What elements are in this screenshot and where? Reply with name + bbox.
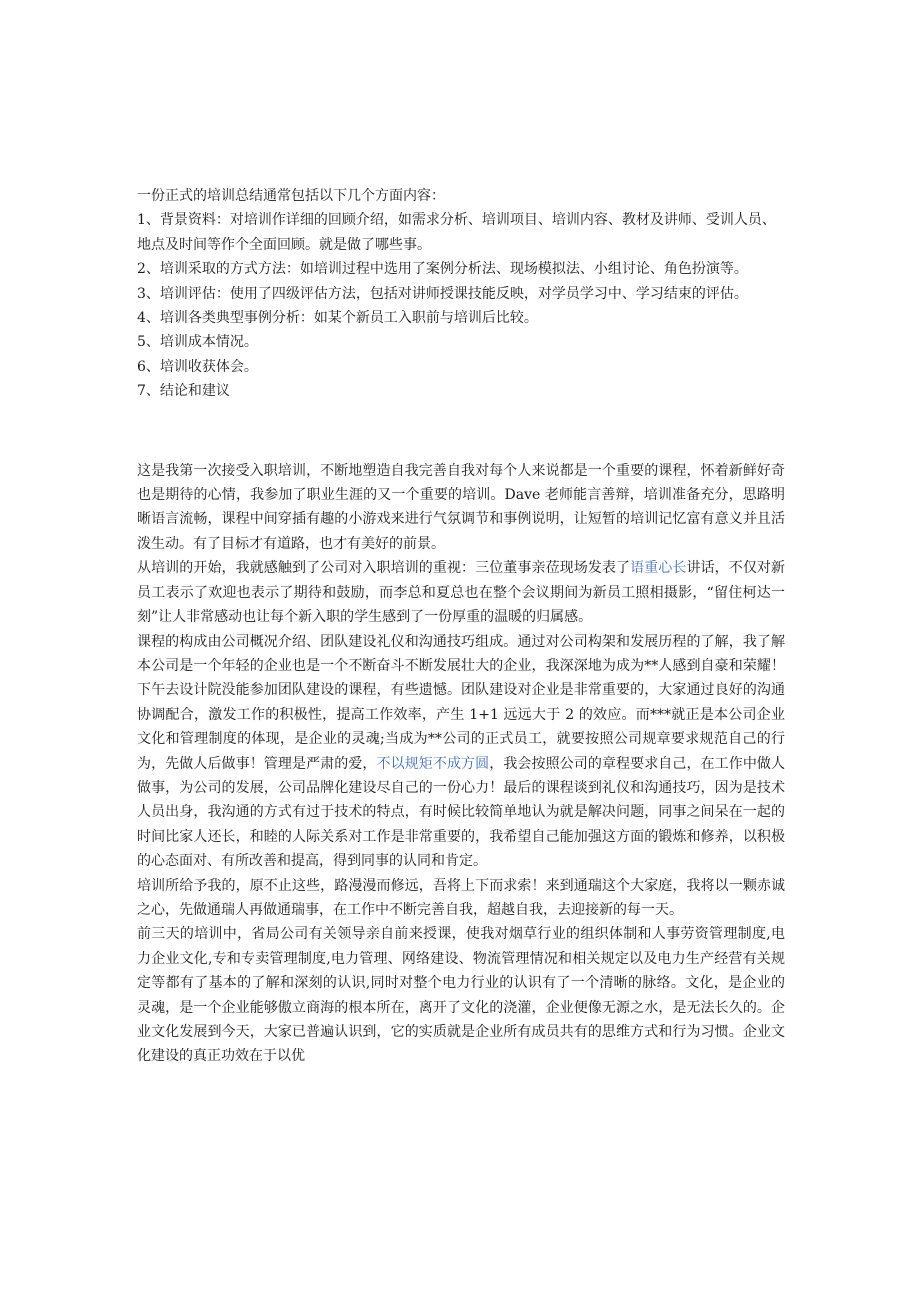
essay-paragraph-2	[137, 556, 785, 629]
essay-paragraph-3	[137, 630, 785, 874]
idiom-link[interactable]: 不以规矩不成方圆	[376, 755, 490, 772]
essay-paragraph-1: 这是我第一次接受入职培训，不断地塑造自我完善自我对每个人来说都是一个重要的课程，怀着新鲜好奇也是期待的心情，我参加了职业生涯的又一个重要的培训。Dave 老师能言善辩，培训准备充分，思路明晰语言流畅，课程中间穿插有趣的小游戏来进行气氛调节和事例说明，让短暂的培训记忆富有意义并且活泼生动。有了目标才有道路，也才有美好的前景。	[137, 462, 785, 552]
paragraph-text: 从培训的开始，我就感触到了公司对入职培训的重视：三位董事亲莅现场发表了	[137, 560, 631, 577]
training-summary-outline	[137, 184, 785, 404]
outline-item: 4、培训各类典型事例分析：如某个新员工入职前与培训后比较。	[137, 310, 538, 327]
outline-item: 1、背景资料：对培训作详细的回顾介绍，如需求分析、培训项目、培训内容、教材及讲师、受训人员、地点及时间等作个全面回顾。就是做了哪些事。	[137, 212, 776, 253]
essay-paragraph-4: 培训所给予我的，原不止这些，路漫漫而修远，吾将上下而求索！来到通瑞这个大家庭，我将以一颗赤诚之心，先做通瑞人再做通瑞事，在工作中不断完善自我，超越自我，去迎接新的每一天。	[137, 877, 785, 918]
outline-item: 5、培训成本情况。	[137, 334, 258, 351]
outline-item: 6、培训收获体会。	[137, 358, 258, 375]
essay-paragraph-5: 前三天的培训中，省局公司有关领导亲自前来授课，使我对烟草行业的组织体制和人事劳资管理制度,电力企业文化,专和专卖管理制度,电力管理、网络建设、物流管理情况和相关规定以及电力生产经营有关规定等都有了基本的了解和深刻的认识,同时对整个电力行业的认识有了一个清晰的脉络。文化，是企业的灵魂，是一个企业能够傲立商海的根本所在，离开了文化的浇灌，企业便像无源之水，是无法长久的。企业文化发展到今天，大家已普遍认识到，它的实质就是企业所有成员共有的思维方式和行为习惯。企业文化建设的真正功效在于以优	[137, 926, 785, 1065]
outline-item: 7、结论和建议	[137, 383, 230, 400]
paragraph-text: 讲话，不仅对新员工表示了欢迎也表示了期待和鼓励，而李总和夏总也在整个会议期间为新员工照相摄影，“留住柯达一刻”让人非常感动也让每个新入职的学生感到了一份厚重的温暖的归属感。	[137, 560, 786, 626]
paragraph-text: ，我会按照公司的章程要求自己，在工作中做人做事，为公司的发展，公司品牌化建设尽自己的一份心力！最后的课程谈到礼仪和沟通技巧，因为是技术人员出身，我沟通的方式有过于技术的特点，有时候比较简单地认为就是解决问题，同事之间呆在一起的时间比家人还长，和睦的人际关系对工作是非常重要的，我希望自己能加强这方面的锻炼和修养，以积极的心态面对、有所改善和提高，得到同事的认同和肯定。	[137, 755, 786, 870]
idiom-link[interactable]: 语重心长	[630, 560, 687, 577]
section-spacer	[137, 404, 785, 459]
document-page	[137, 184, 785, 1069]
outline-item: 3、培训评估：使用了四级评估方法，包括对讲师授课技能反映，对学员学习中、学习结束的评估。	[137, 285, 748, 302]
training-essay	[137, 459, 785, 1069]
outline-item: 2、培训采取的方式方法：如培训过程中选用了案例分析法、现场模拟法、小组讨论、角色扮演等。	[137, 261, 748, 278]
outline-intro: 一份正式的培训总结通常包括以下几个方面内容：	[137, 188, 445, 204]
paragraph-text: 课程的构成由公司概况介绍、团队建设礼仪和沟通技巧组成。通过对公司构架和发展历程的了解，我了解本公司是一个年轻的企业也是一个不断奋斗不断发展壮大的企业，我深深地为成为**人感到自豪和荣耀！下午去设计院没能参加团队建设的课程，有些遗憾。团队建设对企业是非常重要的，大家通过良好的沟通协调配合，激发工作的积极性，提高工作效率，产生 1+1 远远大于 2 的效应。而***就正是本公司企业文化和管理制度的体现，是企业的灵魂;当成为**公司的正式员工，就要按照公司规章要求规范自己的行为，先做人后做事！管理是严肃的爱，	[137, 633, 785, 772]
